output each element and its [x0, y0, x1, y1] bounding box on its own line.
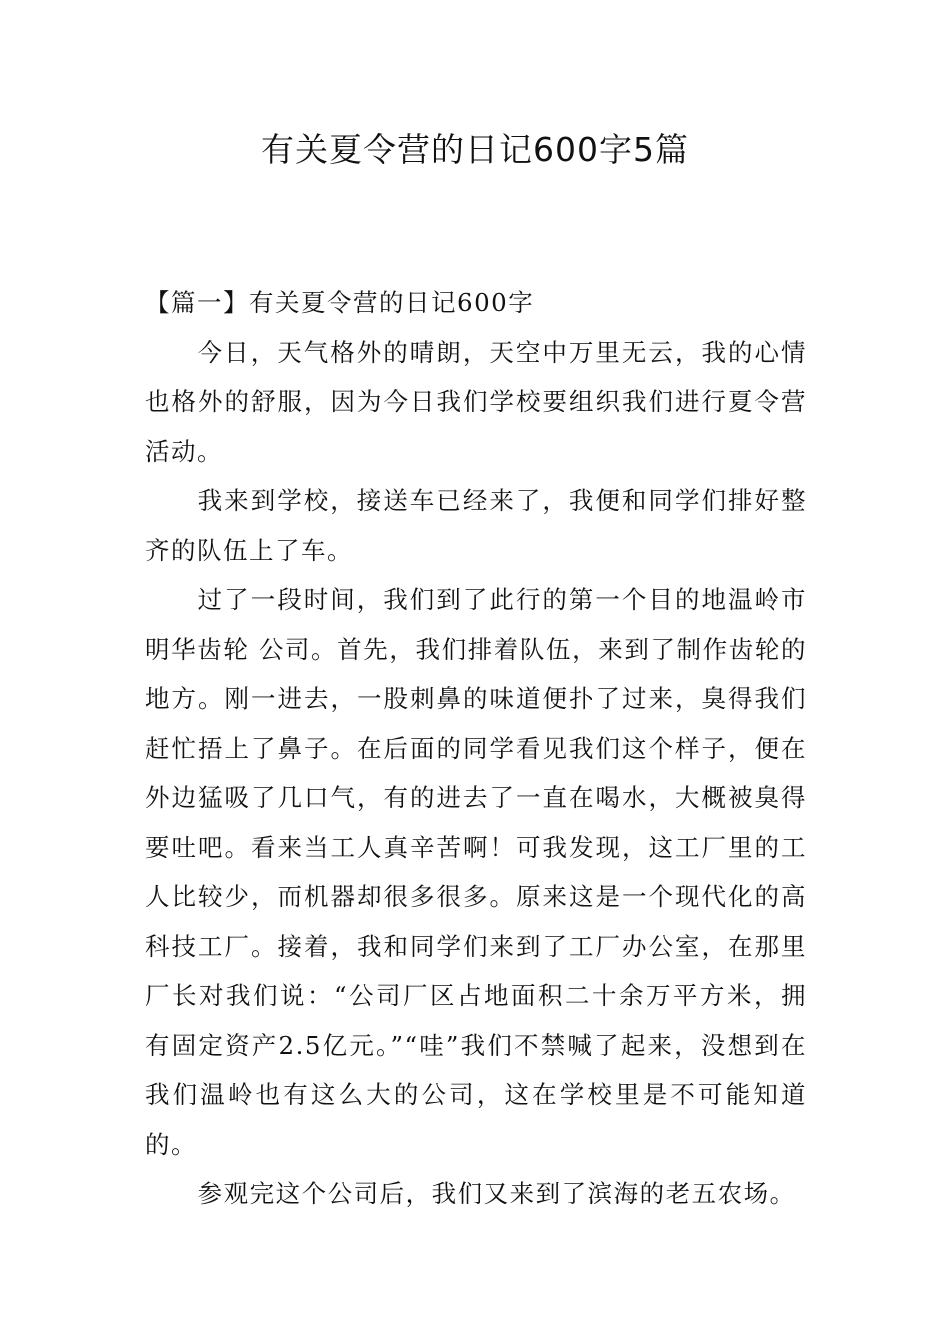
paragraph-3: 过了一段时间，我们到了此行的第一个目的地温岭市明华齿轮 公司。首先，我们排着队伍，来到了制作齿轮的地方。刚一进去，一股刺鼻的味道便扑了过来，臭得我们赶忙捂上了鼻子。在后面的同学看见我们这个样子，便在外边猛吸了几口气，有的进去了一直在喝水，大概被臭得要吐吧。看来当工人真辛苦啊！可我发现，这工厂里的工人比较少，而机器却很多很多。原来这是一个现代化的高科技工厂。接着，我和同学们来到了工厂办公室，在那里厂长对我们说：“公司厂区占地面积二十余万平方米，拥有固定资产2.5亿元。”“哇”我们不禁喊了起来，没想到在我们温岭也有这么大的公司，这在学校里是不可能知道的。 [145, 585, 807, 1159]
document-body [145, 278, 807, 1219]
paragraph-2: 我来到学校，接送车已经来了，我便和同学们排好整齐的队伍上了车。 [145, 486, 807, 565]
document-title: 有关夏令营的日记600字5篇 [261, 130, 689, 169]
section-heading: 【篇一】有关夏令营的日记600字 [145, 288, 535, 317]
paragraph-4: 参观完这个公司后，我们又来到了滨海的老五农场。 [197, 1179, 796, 1208]
paragraph-1: 今日，天气格外的晴朗，天空中万里无云，我的心情也格外的舒服，因为今日我们学校要组织我们进行夏令营活动。 [145, 337, 807, 466]
